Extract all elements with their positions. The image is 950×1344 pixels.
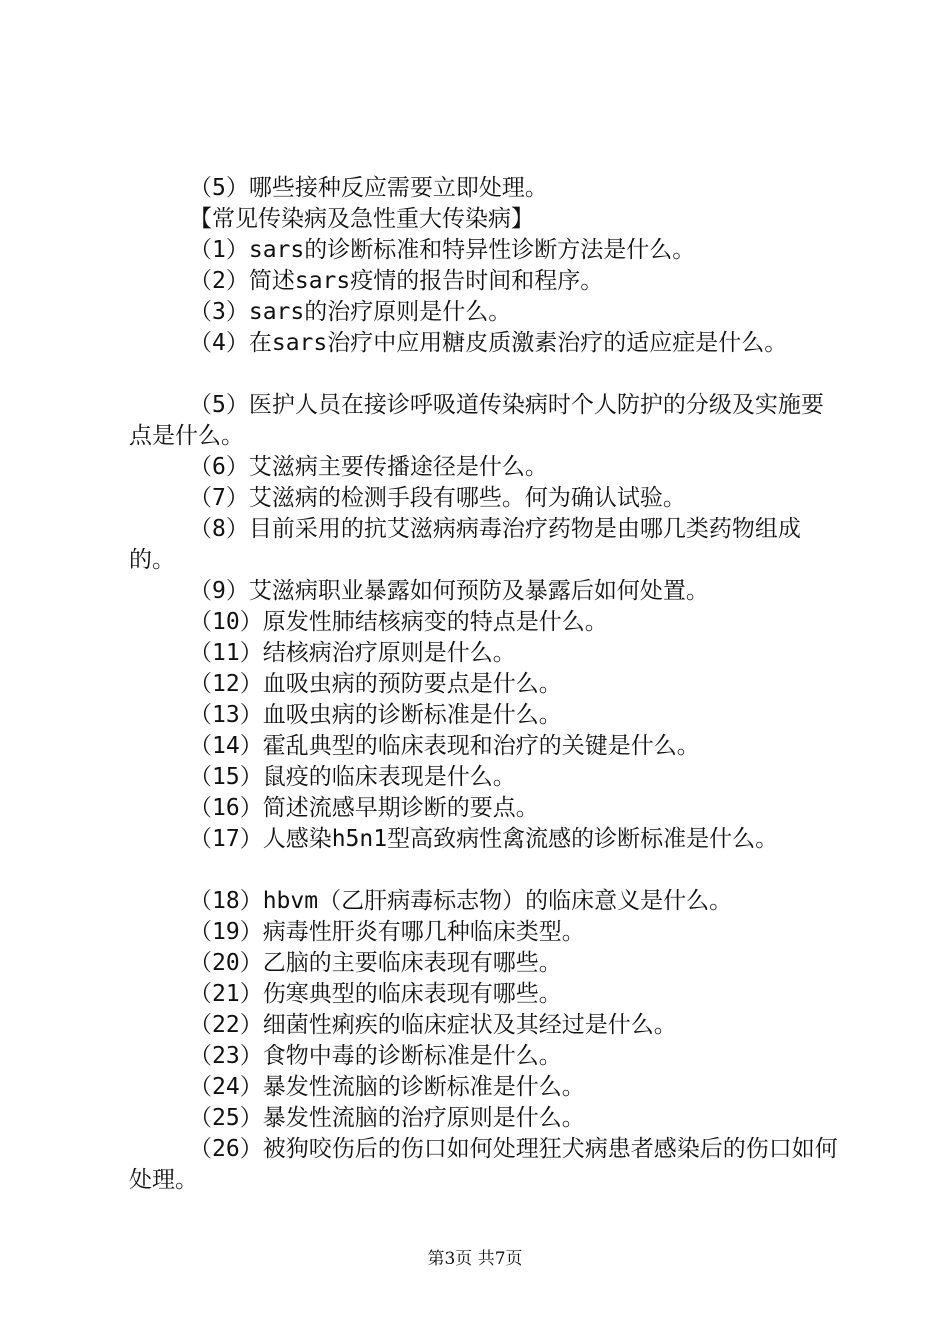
question-line: （17）人感染h5n1型高致病性禽流感的诊断标准是什么。	[189, 826, 779, 852]
question-line: （12）血吸虫病的预防要点是什么。	[189, 671, 562, 697]
question-line: （7）艾滋病的检测手段有哪些。何为确认试验。	[189, 485, 686, 511]
question-line: （24）暴发性流脑的诊断标准是什么。	[189, 1074, 585, 1100]
question-line: （23）食物中毒的诊断标准是什么。	[189, 1043, 562, 1069]
question-line: （15）鼠疫的临床表现是什么。	[189, 764, 516, 790]
paragraph-gap	[129, 359, 849, 390]
question-line: （2）简述sars疫情的报告时间和程序。	[189, 268, 604, 294]
question-line: （18）hbvm（乙肝病毒标志物）的临床意义是什么。	[189, 888, 733, 914]
question-line: （16）简述流感早期诊断的要点。	[189, 795, 539, 821]
question-line: （26）被狗咬伤后的伤口如何处理狂犬病患者感染后的伤口如何处理。	[129, 1136, 838, 1193]
question-line: （9）艾滋病职业暴露如何预防及暴露后如何处置。	[189, 578, 709, 604]
question-line: （6）艾滋病主要传播途径是什么。	[189, 454, 548, 480]
question-line: （10）原发性肺结核病变的特点是什么。	[189, 609, 608, 635]
question-line: （22）细菌性痢疾的临床症状及其经过是什么。	[189, 1012, 677, 1038]
question-line: （5）哪些接种反应需要立即处理。	[189, 175, 548, 201]
question-line: （13）血吸虫病的诊断标准是什么。	[189, 702, 562, 728]
question-line: （4）在sars治疗中应用糖皮质激素治疗的适应症是什么。	[189, 330, 788, 356]
section-heading: 【常见传染病及急性重大传染病】	[189, 206, 534, 232]
question-line: （21）伤寒典型的临床表现有哪些。	[189, 981, 562, 1007]
document-body	[129, 173, 849, 1196]
question-line: （20）乙脑的主要临床表现有哪些。	[189, 950, 562, 976]
question-line: （14）霍乱典型的临床表现和治疗的关键是什么。	[189, 733, 700, 759]
question-line: （8）目前采用的抗艾滋病病毒治疗药物是由哪几类药物组成的。	[129, 516, 801, 573]
question-line: （25）暴发性流脑的治疗原则是什么。	[189, 1105, 585, 1131]
question-line: （5）医护人员在接诊呼吸道传染病时个人防护的分级及实施要点是什么。	[129, 392, 824, 449]
question-line: （19）病毒性肝炎有哪几种临床类型。	[189, 919, 585, 945]
question-line: （1）sars的诊断标准和特异性诊断方法是什么。	[189, 237, 696, 263]
paragraph-gap	[129, 855, 849, 886]
question-line: （11）结核病治疗原则是什么。	[189, 640, 516, 666]
page-footer: 第3页 共7页	[427, 1249, 523, 1269]
question-line: （3）sars的治疗原则是什么。	[189, 299, 512, 325]
